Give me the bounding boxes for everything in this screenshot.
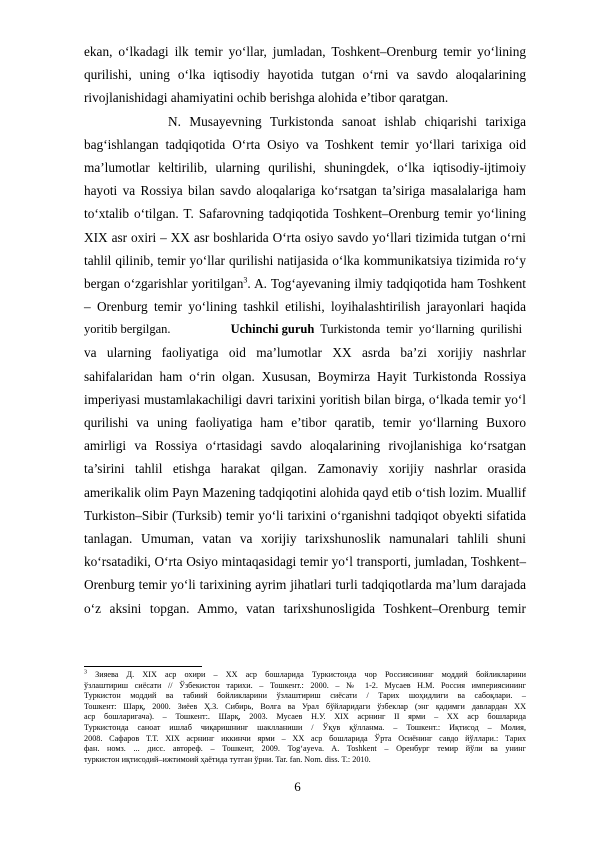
text-line: toʻxtalib oʻtilgan. T. Safarovning tadqiqotida Toshkent–Orenburg temir yoʻlining xyxy=(84,206,526,222)
text-line: va ularning faoliyatiga oid ma’lumotlar XX asrda ba’zi xorijiy nashrlar xyxy=(84,345,526,361)
footnote-line: Туркистонда саноат ишлаб чиқаришнинг шаклланиши / Ўқув қўлланма. – Тошкент.: Иқтисод – Молия, xyxy=(84,722,526,732)
text-line: N. Musayevning Turkistonda sanoat ishlab chiqarishi tarixiga xyxy=(168,113,526,129)
text-line: oʻz aksini topgan. Ammo, vatan tarixshunosligida Toshkent–Orenburg temir xyxy=(84,600,526,616)
text-line: sahifalaridan ham oʻrin olgan. Xususan, Boymirza Hayit Turkistonda Rossiya xyxy=(84,368,526,384)
footnote-line: аср бошларигача). – Тошкент:. Шарқ, 2003. Мусаев Н.У. XIX асрнинг II ярми – XX аср бошларида xyxy=(84,712,526,722)
text-line: tanlagan. Umuman, vatan va xorijiy tarixshunoslik namunalari tahlili shuni xyxy=(84,530,526,546)
footnote-block xyxy=(84,670,526,765)
footnote-marker: 3 xyxy=(243,275,248,285)
text-line: amerikalik olim Payn Mazening tadqiqotini alohida qayd etib oʻtish lozim. Muallif xyxy=(84,484,526,500)
text-line: – Orenburg temir yoʻlining tashkil etilishi, loyihalashtirilish jarayonlari haqida xyxy=(84,299,526,315)
footnote-line: Туркистон моддий ва табиий бойликларини ўзлаштириш сиёсати / Тарих шоҳидлиги ва сабоқлари. – xyxy=(84,691,526,701)
text-fragment: . A. Togʻayevaning ilmiy tadqiqotida ham Toshkent xyxy=(247,275,526,291)
text-line: tahlil qilinib, temir yoʻllar qurilishi natijasida oʻlka kommunikatsiya tizimida roʻy xyxy=(84,252,526,268)
footnote-text: Зияева Д. XIX аср охири – XX аср бошларида Туркистонда чор Россиясининг моддий бойликларини xyxy=(87,670,526,679)
text-line: hayoti va Rossiya bilan savdo aloqalariga koʻrsatgan ta’siriga masalalariga ham xyxy=(84,183,526,199)
text-line: XIX asr oxiri – XX asr boshlarida Oʻrta osiyo savdo yoʻllari tizimida tutgan oʻrni xyxy=(84,229,526,245)
text-line: bagʻishlangan tadqiqotida Oʻrta Osiyo va Toshkent temir yoʻllari tarixiga oid xyxy=(84,136,526,152)
text-line: imperiyasi mustamlakachiligi davri tarixini yoritish bilan birga, oʻlkada temir yoʻl xyxy=(84,391,526,407)
page-number: 6 xyxy=(294,779,301,794)
footnote-line xyxy=(84,670,526,681)
text-line xyxy=(84,272,526,295)
bold-phrase: Uchinchi guruh xyxy=(230,322,315,337)
text-line: qurilishi, uning oʻlka iqtisodiy hayotida tutgan oʻrni va savdo aloqalarining xyxy=(84,67,526,83)
text-line: Turkiston–Sibir (Turksib) temir yoʻli tarixini oʻrganishni tadqiqot obyekti sifatida xyxy=(84,507,526,523)
footnote-line: 2008. Сафаров Т.Т. XIX асрнинг иккинчи ярми – XX аср бошларида Ўрта Осиёнинг савдо йўллари.: Тарих xyxy=(84,733,526,743)
footnote-line: Тошкент: Шарқ, 2000. Зиёев Ҳ.З. Сибирь, Волга ва Урал бўйларидаги ўзбеклар (энг қадимги давлардан XX xyxy=(84,701,526,711)
text-line: qurilishi va uning faoliyatiga ham e’tibor qaratib, temir yoʻllarning Buxoro xyxy=(84,415,526,430)
text-line xyxy=(84,318,526,341)
text-line: ekan, oʻlkadagi ilk temir yoʻllar, jumladan, Toshkent–Orenburg temir yoʻlining xyxy=(84,44,526,59)
text-line: koʻrsatadiki, Oʻrta Osiyo mintaqasidagi temir yoʻl transporti, jumladan, Toshkent– xyxy=(84,554,526,570)
footnote-number: 3 xyxy=(84,669,87,676)
text-line: rivojlanishidagi ahamiyatini ochib berishga alohida e’tibor qaratgan. xyxy=(84,90,449,106)
footnote-separator xyxy=(84,666,202,667)
text-line: amirligi va Rossiya oʻrtasidagi savdo aloqalarining rivojlanishiga koʻrsatgan xyxy=(84,438,526,454)
text-line: Orenburg temir yoʻli tarixining ayrim jihatlari turli tadqiqotlarda ma’lum darajada xyxy=(84,577,526,593)
footnote-line: фан. номз. ... дисс. автореф. – Тошкент, 2009. Togʻayeva. A. Toshkent – Оренбург темир йўли ва унинг xyxy=(84,744,526,754)
text-line: ta’sirini tahlil etishga harakat qilgan. Zamonaviy xorijiy nashrlar orasida xyxy=(84,461,526,477)
text-line: ma’lumotlar keltirilib, ularning qurilishi, shuningdek, oʻlka iqtisodiy-ijtimoiy xyxy=(84,159,526,175)
footnote-line: ўзлаштириш сиёсати // Ўзбекистон тарихи. – Тошкент.: 2000. – № 1-2. Мусаев Н.М. Россия империясининг xyxy=(84,680,526,690)
main-text xyxy=(84,40,526,620)
text-fragment: yoritib bergilgan. xyxy=(84,322,171,337)
text-fragment: bergan oʻzgarishlar yoritilgan xyxy=(84,275,244,291)
footnote-line: туркистон иқтисодий–ижтимоий ҳаётида тутган ўрни. Tar. fan. Nom. diss. T.: 2010. xyxy=(84,754,371,764)
text-fragment: Turkistonda temir yoʻllarning qurilishi xyxy=(314,322,523,337)
